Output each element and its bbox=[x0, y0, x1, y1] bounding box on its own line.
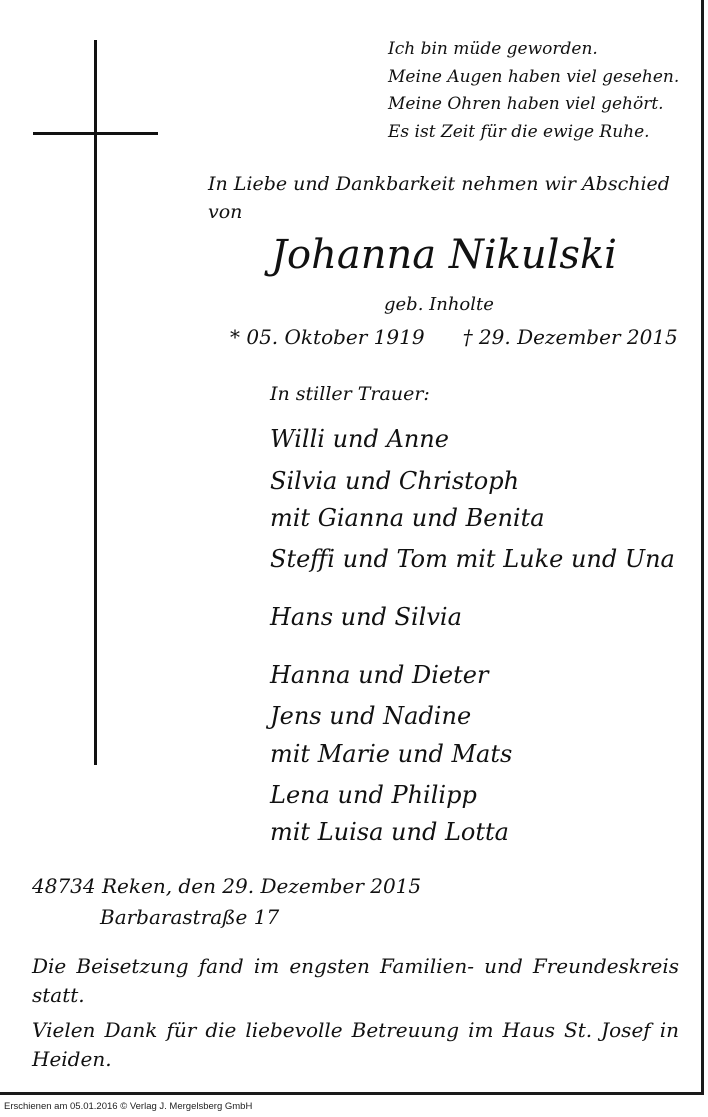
mourners-heading: In stiller Trauer: bbox=[270, 383, 430, 405]
mourner-line: Hans und Silvia bbox=[270, 603, 462, 631]
place-and-date: 48734 Reken, den 29. Dezember 2015 bbox=[32, 874, 422, 898]
street-address: Barbarastraße 17 bbox=[100, 905, 280, 929]
thanks-note: Vielen Dank für die liebevolle Betreuung im Haus St. Josef in Heiden. bbox=[32, 1018, 679, 1071]
birth-date: * 05. Oktober 1919 bbox=[230, 325, 425, 349]
cross-vertical-bar bbox=[94, 40, 97, 765]
intro-line: von bbox=[208, 201, 243, 223]
cross-horizontal-bar bbox=[33, 132, 158, 135]
poem-line: Ich bin müde geworden. bbox=[388, 39, 598, 59]
mourner-line: Hanna und Dieter bbox=[270, 661, 489, 689]
poem-line: Meine Augen haben viel gesehen. bbox=[388, 66, 680, 87]
mourner-line: Lena und Philipp bbox=[270, 781, 477, 809]
publication-footer: Erschienen am 05.01.2016 © Verlag J. Mergelsberg GmbH bbox=[4, 1101, 253, 1112]
burial-note: Die Beisetzung fand im engsten Familien- und Freundeskreis statt. bbox=[32, 954, 679, 1007]
poem-line: Meine Ohren haben viel gehört. bbox=[388, 94, 664, 114]
maiden-name: geb. Inholte bbox=[384, 294, 494, 315]
death-date: † 29. Dezember 2015 bbox=[462, 325, 678, 349]
intro-text bbox=[208, 170, 670, 226]
intro-line: In Liebe und Dankbarkeit nehmen wir Abschied bbox=[208, 173, 670, 195]
mourner-line: mit Marie und Mats bbox=[270, 740, 513, 768]
mourner-line: mit Luisa und Lotta bbox=[270, 818, 509, 846]
poem bbox=[388, 36, 679, 146]
life-dates bbox=[230, 325, 678, 349]
mourner-line: Jens und Nadine bbox=[270, 702, 472, 730]
poem-line: Es ist Zeit für die ewige Ruhe. bbox=[388, 121, 650, 142]
mourner-line: Steffi und Tom mit Luke und Una bbox=[270, 545, 675, 573]
mourner-line: mit Gianna und Benita bbox=[270, 504, 545, 532]
deceased-name: Johanna Nikulski bbox=[271, 232, 617, 278]
mourner-line: Willi und Anne bbox=[270, 425, 449, 453]
mourner-line: Silvia und Christoph bbox=[270, 467, 520, 495]
